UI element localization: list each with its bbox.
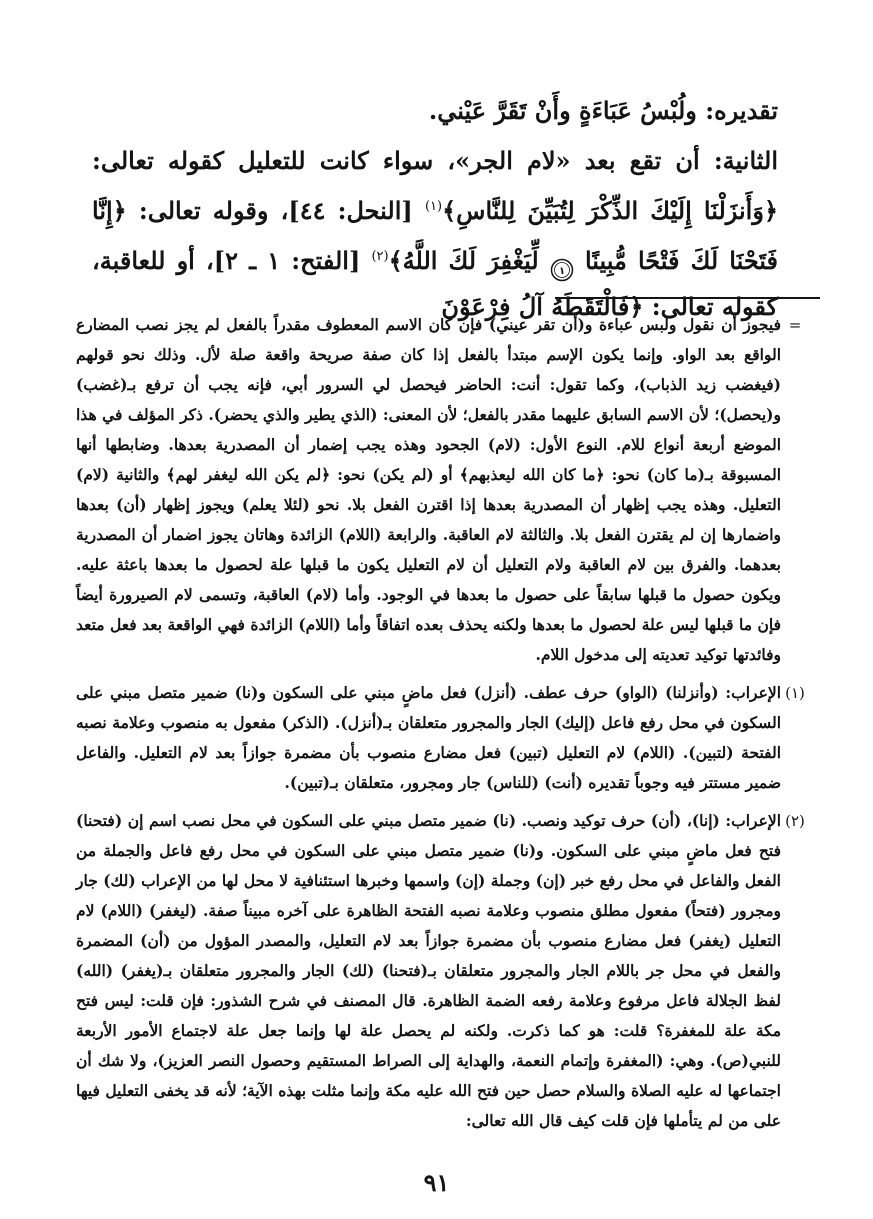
main-text (92, 88, 778, 330)
quran-reference-2: [الفتح: ١ ـ ٢]، أو للعاقبة، كقوله تعالى: ﴿فَالْتَقَطَهُ آلُ فِرْعَوْنَ (92, 246, 778, 321)
footnotes (76, 310, 809, 1136)
footnote-marker-1: (١) (424, 199, 443, 214)
quran-reference-1: [النحل: ٤٤]، وقوله تعالى: ﴿إِنَّا فَتَحْنَا لَكَ فَتْحًا مُّبِينًا (92, 196, 779, 275)
footnote-number: = (788, 316, 802, 334)
footnote-text: الإعراب: (وأنزلنا) (الواو) حرف عطف. (أنزل) فعل ماضٍ مبني على السكون و(نا) ضمير متصل مبني على السكون في محل رفع فاعل (إليك) الجار والمجرور متعلقان بـ(أنزل). (الذكر) مفعول به منصوب وعلامة نصبه الفتحة (لتبين). (اللام) لام التعليل (تبين) فعل مضارع منصوب بأن مضمرة جوازاً بعد لام التعليل. والفاعل ضمير مستتر فيه وجوباً تقديره (أنت) (للناس) جار ومجرور، متعلقان بـ(تبين). (76, 683, 781, 792)
footnote-text: الإعراب: (إنا)، (أن) حرف توكيد ونصب. (نا) ضمير متصل مبني على السكون في محل نصب اسم إن (فتحنا) فتح فعل ماضٍ مبني على السكون. و(نا) ضمير متصل مبني على السكون في محل رفع فاعل والجملة من الفعل والفاعل في محل رفع خبر (إن) وجملة (إن) واسمها وخبرها استئنافية لا محل لها من الإعراب (لك) جار ومجرور (فتحاً) مفعول مطلق منصوب وعلامة نصبه الفتحة الظاهرة على آخره مبيناً صفة. (ليغفر) (اللام) لام التعليل (يغفر) فعل مضارع منصوب بأن مضمرة جوازاً بعد لام التعليل، والمصدر المؤول من (أن) المضمرة والفعل في محل جر باللام الجار والمجرور متعلقان بـ(فتحنا) (لك) الجار والمجرور متعلقان بـ(يغفر) (الله) لفظ الجلالة فاعل مرفوع وعلامة رفعه الضمة الظاهرة. قال المصنف في شرح الشذور: فإن قلت: ليس فتح مكة علة للمغفرة؟ قلت: هو كما ذكرت. ولكنه لم يحصل علة لها وإنما جعل علة لاجتماع الأمور الأربعة للنبي(ص). وهي: (المغفرة وإتمام النعمة، والهداية إلى الصراط المستقيم وحصول النصر العزيز)، ولا شك أن اجتماعها له عليه الصلاة والسلام حصل حين فتح الله عليه مكة وإنما مثلت بهذه الآية؛ لأنه قد يخفى التعليل فيها على من لم يتأملها فإن قلت كيف قال الله تعالى: (76, 811, 781, 1130)
footnote-divider (555, 297, 820, 299)
page-number: ٩١ (423, 1168, 450, 1197)
footnote-number: (١) (785, 684, 805, 702)
footnote-text: فيجوز أن نقول ولبس عباءة و(أن تقر عيني) فإن كان الاسم المعطوف مقدراً بالفعل لم يجز نصب المضارع الواقع بعد الواو. وإنما يكون الإسم مبتدأ بالفعل إذا كان صفة صريحة واقعة صلة لأل. وذلك نحو قولهم (فيغضب زيد الذباب)، وكما تقول: أنت: الحاضر فيحصل لي السرور أبي، فإنه يجب أن ترفع بـ(غضب) و(يحصل)؛ لأن الاسم السابق عليهما مقدر بالفعل؛ لأن المعنى: (الذي يطير والذي يحضر). ذكر المؤلف في هذا الموضع أربعة أنواع للام. النوع الأول: (لام) الجحود وهذه يجب إضمار أن المصدرية بعدها. وضابطها أنها المسبوقة بـ(ما كان) نحو: ﴿ما كان الله ليعذبهم﴾ أو (لم يكن) نحو: ﴿لم يكن الله ليغفر لهم﴾ والثانية (لام) التعليل. وهذه يجب إظهار أن المصدرية بعدها إذا اقترن الفعل بلا. نحو (لئلا يعلم) ويجوز إظهار (أن) بعدها واضمارها إن لم يقترن الفعل بلا. والثالثة لام العاقبة. والرابعة (اللام) الزائدة وهاتان يجوز اضمار أن المصدرية بعدهما. والفرق بين لام العاقبة ولام التعليل أن لام التعليل يكون ما قبلها علة لحصول ما بعدها باعثة عليه. ويكون حصول ما قبلها سابقاً على حصول ما بعدها في الوجود. وأما (لام) العاقبة، وتسمى لام الصيرورة أيضاً فإن ما قبلها ليس علة لحصول ما بعدها ولكنه يحذف بعده اتفاقاً وأما (اللام) الزائدة فهي الواقعة بعد فعل متعد وفائدتها توكيد تعديته إلى مدخول اللام. (76, 315, 781, 664)
ayah-number: ١ (558, 265, 565, 277)
footnote-marker-2: (٢) (371, 249, 389, 264)
footnote-continuation (76, 310, 809, 670)
main-line-1: تقديره: ولُبْسُ عَبَاءَةٍ وأَنْ تَقَرَّ عَيْني. (428, 96, 778, 125)
para-prefix: الثانية: أن تقع بعد «لام الجر»، سواء كانت للتعليل كقوله تعالى: ﴿وَأَنزَلْنَا إِلَيْكَ الذِّكْرَ لِتُبَيِّنَ لِلنَّاسِ﴾ (92, 146, 779, 225)
footnote-number: (٢) (785, 812, 805, 830)
ayah-number-icon (550, 251, 574, 275)
ayah-continue: لِّيَغْفِرَ لَكَ اللَّهُ﴾ (388, 246, 539, 275)
footnote-1 (76, 678, 809, 798)
footnote-2 (76, 806, 809, 1136)
main-paragraph-2 (92, 138, 778, 330)
